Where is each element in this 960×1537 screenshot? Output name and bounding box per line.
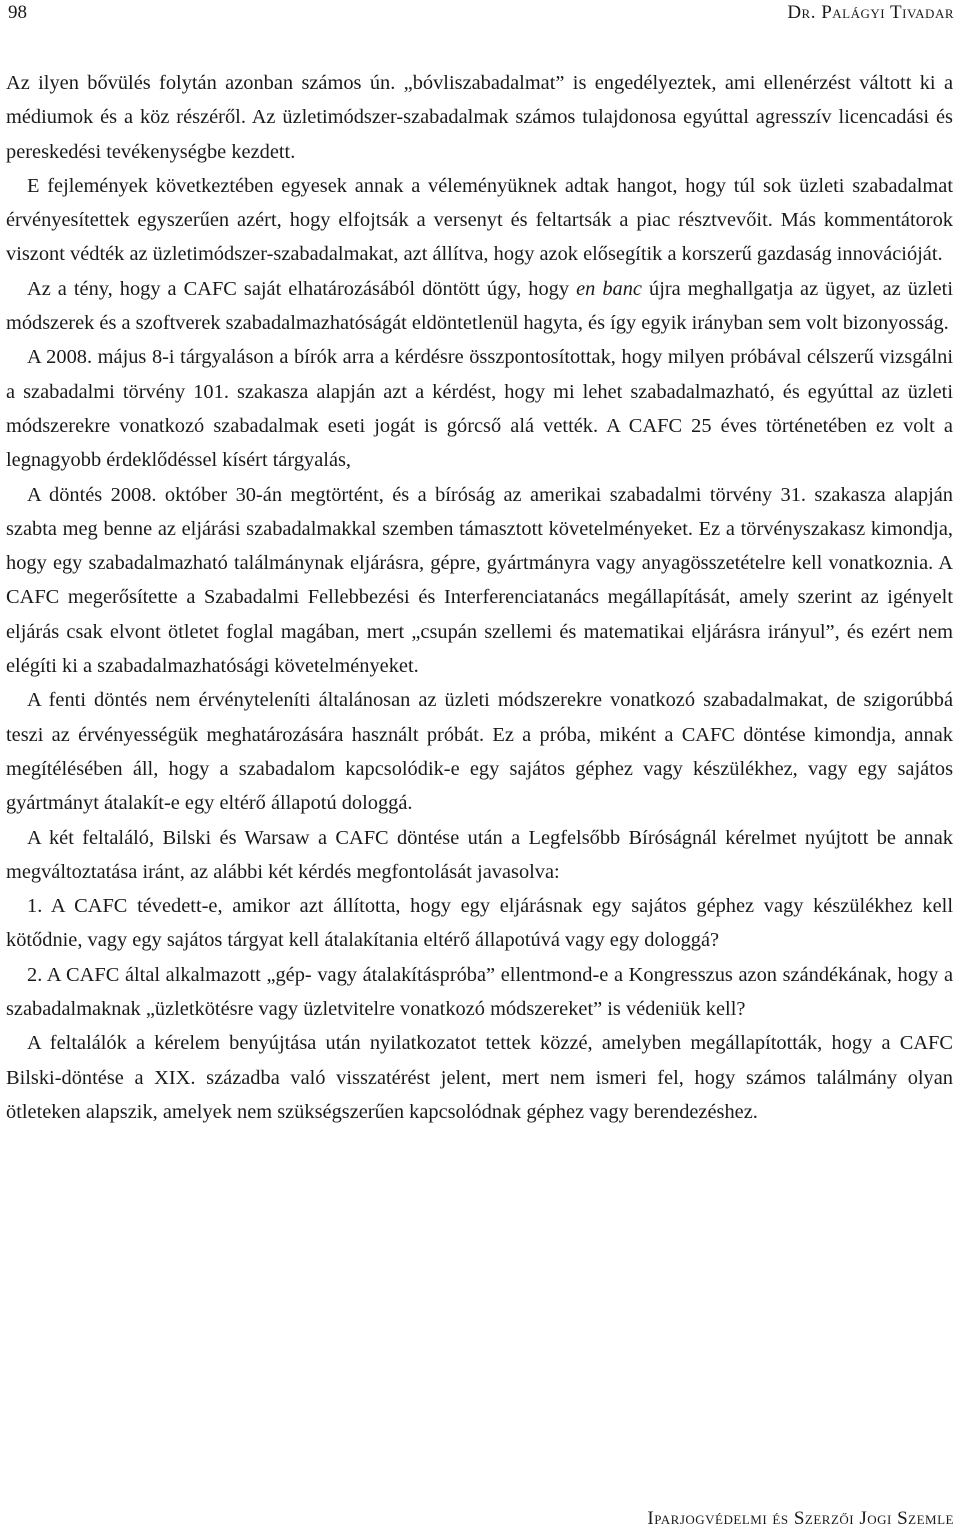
paragraph: A fenti döntés nem érvényteleníti általánosan az üzleti módszerekre vonatkozó szabadalmakat, de szigorúbbá teszi az érvényességük meghatározására használt próbát. Ez a próba, miként a CAFC döntése kimondja, annak megítélésében áll, hogy a szabadalom kapcsolódik-e egy sajátos géphez vagy készülékhez, vagy egy sajátos gyártmányt átalakít-e egy eltérő állapotú dologgá.: [6, 689, 953, 815]
paragraph: E fejlemények következtében egyesek annak a véleményüknek adtak hangot, hogy túl sok üzleti szabadalmat érvényesítettek egyszerűen azért, hogy elfojtsák a versenyt és feltartsák a piac résztvevőit. Más kommentátorok viszont védték az üzletimódszer-szabadalmakat, azt állítva, hogy azok elősegítik a korszerű gazdaság innovációját.: [6, 174, 953, 266]
paragraph-text: újra meghallgatja az ügyet, az üzleti módszerek és a szoftverek szabadalmazhatóságát eldöntetlenül hagyta, és így egyik irányban sem volt bizonyosság.: [6, 277, 953, 335]
page-header: [0, 0, 960, 30]
paragraph: A feltalálók a kérelem benyújtása után nyilatkozatot tettek közzé, amelyben megállapították, hogy a CAFC Bilski-döntése a XIX. századba való visszatérést jelent, mert nem ismeri fel, hogy számos találmány olyan ötleteken alapszik, amelyek nem szükségszerűen kapcsolódnak géphez vagy berendezéshez.: [6, 1032, 953, 1123]
running-head-author: Dr. Palágyi Tivadar: [787, 2, 954, 23]
numbered-question: 1. A CAFC tévedett-e, amikor azt állította, hogy egy eljárásnak egy sajátos géphez vagy készülékhez kell kötődnie, vagy egy sajátos tárgyat kell átalakítania eltérő állapotúvá vagy egy dologgá?: [6, 895, 953, 952]
paragraph-text: Az a tény, hogy a CAFC saját elhatározásából döntött úgy, hogy: [27, 277, 577, 300]
paragraph: Az ilyen bővülés folytán azonban számos ún. „bóvliszabadalmat” is engedélyeztek, ami ellenérzést váltott ki a médiumok és a köz részéről. Az üzletimódszer-szabadalmak számos tulajdonosa egyúttal agresszív licencadási és pereskedési tevékenységbe kezdett.: [6, 72, 953, 163]
journal-footer: Iparjogvédelmi és Szerzői Jogi Szemle: [647, 1508, 954, 1529]
italic-term: en banc: [576, 277, 642, 300]
paragraph: A két feltaláló, Bilski és Warsaw a CAFC döntése után a Legfelsőbb Bíróságnál kérelmet nyújtott be annak megváltoztatása iránt, az alábbi két kérdés megfontolását javasolva:: [6, 826, 953, 883]
paragraph: A döntés 2008. október 30-án megtörtént, és a bíróság az amerikai szabadalmi törvény 31. szakasza alapján szabta meg benne az eljárási szabadalmakkal szemben támasztott követelményeket. Ez a törvényszakasz kimondja, hogy egy szabadalmazható találmánynak eljárásra, gépre, gyártmányra vagy anyagösszetételre kell vonatkoznia. A CAFC megerősítette a Szabadalmi Fellebbezési és Interferenciatanács megállapítását, amely szerint az igényelt eljárás csak elvont ötletet foglal magában, mert „csupán szellemi és matematikai eljárásra irányul”, és ezért nem elégíti ki a szabadalmazhatósági követelményeket.: [6, 483, 953, 678]
numbered-question: 2. A CAFC által alkalmazott „gép- vagy átalakításpróba” ellentmond-e a Kongresszus azon szándékának, hogy a szabadalmaknak „üzletkötésre vagy üzletvitelre vonatkozó módszereket” is védeniük kell?: [6, 963, 953, 1021]
page-number: 98: [8, 2, 27, 23]
article-body: [6, 66, 953, 1129]
paragraph: A 2008. május 8-i tárgyaláson a bírók arra a kérdésre összpontosítottak, hogy milyen próbával célszerű vizsgálni a szabadalmi törvény 101. szakasza alapján azt a kérdést, hogy mi lehet szabadalmazható, és egyúttal az üzleti módszerekre vonatkozó szabadalmak eseti jogát is górcső alá vették. A CAFC 25 éves történetében ez volt a legnagyobb érdeklődéssel kísért tárgyalás,: [6, 346, 953, 472]
paragraph: [6, 272, 953, 341]
